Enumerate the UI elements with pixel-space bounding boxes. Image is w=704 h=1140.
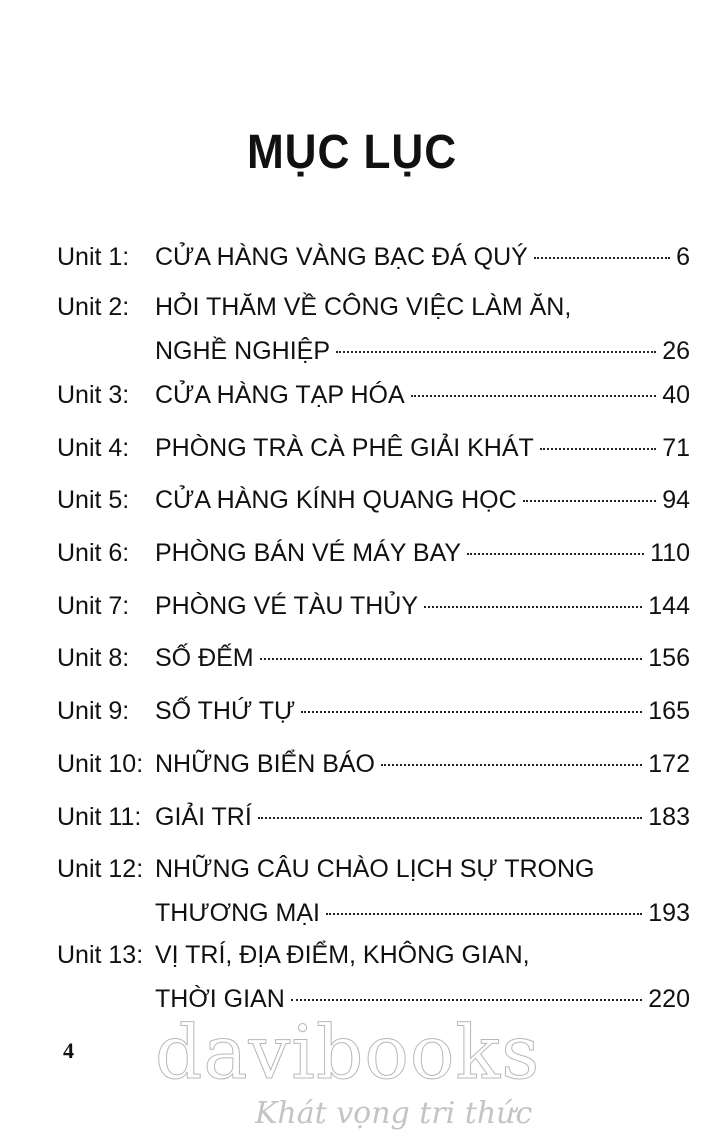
toc-entry-row	[57, 290, 690, 334]
toc-unit-label: Unit 11:	[57, 803, 142, 831]
dot-leader	[326, 913, 642, 915]
toc-entry-continuation	[57, 334, 690, 378]
toc-unit-label: Unit 1:	[57, 243, 130, 271]
toc-page-number: 172	[648, 750, 690, 778]
toc-unit-label: Unit 6:	[57, 539, 130, 567]
toc-entry-row	[57, 747, 690, 791]
toc-entry-row	[57, 938, 690, 982]
toc-page-number: 144	[648, 592, 690, 620]
toc-title: THỜI GIAN	[155, 985, 285, 1013]
toc-entry-row	[57, 536, 690, 580]
dot-leader	[381, 764, 642, 766]
toc-unit-label: Unit 9:	[57, 697, 130, 725]
toc-entry	[57, 589, 690, 633]
toc-title: CỬA HÀNG TẠP HÓA	[155, 381, 405, 409]
toc-title: NGHỀ NGHIỆP	[155, 337, 331, 365]
page-number: 4	[63, 1038, 74, 1063]
toc-page-number: 193	[648, 899, 690, 927]
toc-unit-label: Unit 7:	[57, 592, 130, 620]
toc-entry-continuation	[57, 896, 690, 940]
toc-title: CỬA HÀNG KÍNH QUANG HỌC	[155, 486, 517, 514]
toc-unit-label: Unit 5:	[57, 486, 130, 514]
dot-leader	[540, 448, 656, 450]
dot-leader	[291, 999, 643, 1001]
toc-page-number: 220	[648, 985, 690, 1013]
toc-title: CỬA HÀNG VÀNG BẠC ĐÁ QUÝ	[155, 243, 528, 271]
toc-unit-label: Unit 4:	[57, 434, 130, 462]
toc-entry	[57, 852, 690, 940]
dot-leader	[411, 395, 657, 397]
toc-title: PHÒNG TRÀ CÀ PHÊ GIẢI KHÁT	[155, 434, 534, 462]
toc-entry	[57, 483, 690, 527]
dot-leader	[336, 351, 656, 353]
toc-entry	[57, 641, 690, 685]
toc-entry	[57, 431, 690, 475]
toc-entry	[57, 800, 690, 844]
toc-unit-label: Unit 8:	[57, 644, 130, 672]
toc-title: THƯƠNG MẠI	[155, 899, 321, 927]
toc-title: NHỮNG BIỂN BÁO	[155, 750, 375, 778]
toc-entry-row	[57, 431, 690, 475]
toc-page-number: 165	[648, 697, 690, 725]
toc-entry	[57, 747, 690, 791]
toc-title: SỐ THỨ TỰ	[155, 697, 296, 725]
toc-entry-row	[57, 378, 690, 422]
toc-title: NHỮNG CÂU CHÀO LỊCH SỰ TRONG	[155, 855, 595, 883]
toc-unit-label: Unit 10:	[57, 750, 144, 778]
toc-page-number: 26	[662, 337, 690, 365]
toc-title: GIẢI TRÍ	[155, 803, 252, 831]
toc-unit-label: Unit 2:	[57, 293, 130, 321]
toc-title: PHÒNG VÉ TÀU THỦY	[155, 592, 419, 620]
dot-leader	[424, 606, 642, 608]
dot-leader	[467, 553, 644, 555]
toc-page-number: 94	[662, 486, 690, 514]
toc-entry-row	[57, 694, 690, 738]
watermark-brand: davibooks	[155, 1010, 541, 1096]
toc-page-number: 110	[650, 539, 690, 567]
page-title: MỤC LỤC	[246, 126, 458, 179]
toc-title: VỊ TRÍ, ĐỊA ĐIỂM, KHÔNG GIAN,	[155, 941, 530, 969]
toc-page-number: 40	[662, 381, 690, 409]
dot-leader	[258, 817, 643, 819]
toc-entry-row	[57, 240, 690, 284]
toc-entry-row	[57, 852, 690, 896]
toc-page-number: 156	[648, 644, 690, 672]
toc-entry	[57, 694, 690, 738]
dot-leader	[301, 711, 642, 713]
toc-entry-row	[57, 483, 690, 527]
dot-leader	[534, 257, 670, 259]
toc-unit-label: Unit 3:	[57, 381, 130, 409]
toc-entry	[57, 240, 690, 284]
toc-title: SỐ ĐẾM	[155, 644, 254, 672]
toc-page-number: 71	[662, 434, 690, 462]
toc-entry	[57, 290, 690, 378]
toc-page-number: 6	[676, 243, 690, 271]
toc-entry	[57, 378, 690, 422]
dot-leader	[260, 658, 643, 660]
watermark-slogan: Khát vọng tri thức	[255, 1096, 533, 1131]
toc-unit-label: Unit 12:	[57, 855, 144, 883]
dot-leader	[523, 500, 657, 502]
toc-entry-row	[57, 800, 690, 844]
toc-unit-label: Unit 13:	[57, 941, 144, 969]
toc-entry-row	[57, 589, 690, 633]
toc-entry-row	[57, 641, 690, 685]
toc-title: HỎI THĂM VỀ CÔNG VIỆC LÀM ĂN,	[155, 293, 572, 321]
toc-entry	[57, 536, 690, 580]
toc-title: PHÒNG BÁN VÉ MÁY BAY	[155, 539, 462, 567]
toc-page-number: 183	[648, 803, 690, 831]
